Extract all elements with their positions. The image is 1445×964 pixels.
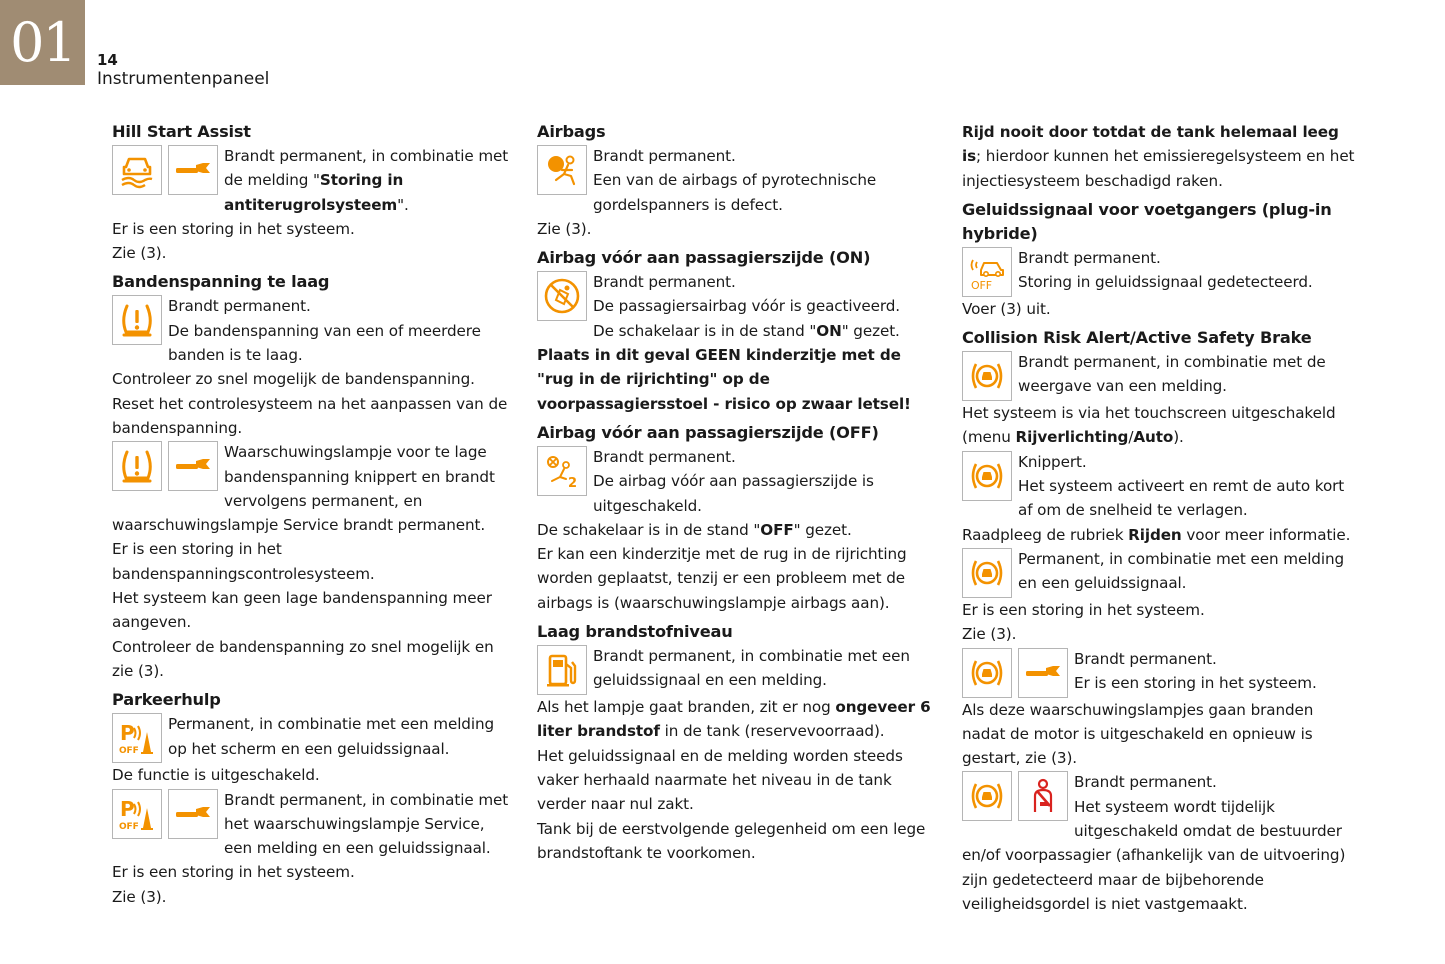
collision-text-e1: Brandt permanent. [1074, 773, 1217, 792]
low-fuel-text-2: Als het lampje gaat branden, zit er nog ongeveer 6 liter brandstof in de tank (reservevoorraad). [537, 698, 931, 741]
service-wrench-icon [168, 789, 218, 839]
airbag-on-text-3: De schakelaar is in de stand "ON" gezet. [593, 321, 900, 340]
airbag-on-heading: Airbag vóór aan passagierszijde (ON) [537, 248, 871, 268]
pedestrian-sound-off-icon [962, 247, 1012, 297]
svg-text:OFF: OFF [119, 821, 139, 832]
airbags-heading: Airbags [537, 122, 606, 141]
airbag-off-text-4: Er kan een kinderzitje met de rug in de rijrichting worden geplaatst, tenzij er een probleem met de airbags is (waarschuwingslampje airbags aan). [537, 545, 907, 612]
collision-text-a1: Brandt permanent, in combinatie met de weergave van een melding. [1018, 353, 1326, 396]
collision-text-a2: Het systeem is via het touchscreen uitgeschakeld (menu Rijverlichting/Auto). [962, 404, 1336, 447]
tyre-pressure-icon [112, 295, 162, 345]
tyre-text-a1: Brandt permanent. [168, 297, 311, 316]
service-wrench-icon [1018, 648, 1068, 698]
airbag-off-text-2: De airbag vóór aan passagierszijde is uitgeschakeld. [593, 472, 874, 515]
empty-tank-warning: Rijd nooit door totdat de tank helemaal leeg is; hierdoor kunnen het emissieregelsysteem en het injectiesysteem beschadigd raken. [962, 123, 1355, 190]
tyre-text-a4: Reset het controlesysteem na het aanpassen van de bandenspanning. [112, 394, 508, 437]
service-wrench-icon [168, 441, 218, 491]
parking-sensor-off-icon [112, 789, 162, 839]
low-fuel-text-3: Het geluidssignaal en de melding worden steeds vaker herhaald naarmate het niveau in de tank verder naar nul zakt. [537, 746, 903, 814]
parking-heading: Parkeerhulp [112, 690, 221, 710]
svg-text:P: P [120, 721, 135, 746]
collision-text-c1: Permanent, in combinatie met een melding en een geluidssignaal. [1018, 549, 1345, 593]
collision-alert-icon [962, 771, 1012, 821]
pedestrian-sound-text-1: Brandt permanent. [1018, 248, 1161, 267]
fuel-pump-icon [537, 645, 587, 695]
airbag-on-text-2: De passagiersairbag vóór is geactiveerd. [593, 297, 901, 316]
chapter-tab: 01 [0, 0, 85, 85]
parking-text-b3: Zie (3). [112, 887, 167, 906]
seatbelt-icon [1018, 771, 1068, 821]
collision-alert-icon [962, 351, 1012, 401]
low-fuel-text-1: Brandt permanent, in combinatie met een geluidssignaal en een melding. [593, 647, 910, 690]
airbag-icon [537, 145, 587, 195]
collision-text-d3: Als deze waarschuwingslampjes gaan branden nadat de motor is uitgeschakeld en opnieuw is gestart, zie (3). [962, 700, 1314, 768]
pedestrian-sound-heading: Geluidssignaal voor voetgangers (plug-in hybride) [962, 199, 1332, 243]
page-number: 14 [97, 51, 118, 69]
collision-text-e2: Het systeem wordt tijdelijk uitgeschakeld omdat de bestuurder en/of voorpassagier (afhankelijk van de uitvoering) zijn gedetecteerd maar de bijbehorende veiligheidsgordel is niet vastgemaakt. [962, 797, 1346, 913]
hill-start-ref: Zie (3). [112, 244, 167, 263]
parking-text-a2: De functie is uitgeschakeld. [112, 766, 320, 785]
airbag-off-text-1: Brandt permanent. [593, 447, 736, 466]
low-fuel-heading: Laag brandstofniveau [537, 622, 733, 642]
tyre-text-a2: De bandenspanning van een of meerdere banden is te laag. [168, 321, 481, 365]
hill-start-icon [112, 145, 162, 195]
collision-text-b1: Knippert. [1018, 452, 1087, 471]
column-3 [962, 120, 1360, 916]
airbags-text-3: Zie (3). [537, 219, 592, 238]
pedestrian-sound-text-2: Storing in geluidssignaal gedetecteerd. [1018, 273, 1313, 292]
section-title: Instrumentenpaneel [97, 69, 270, 89]
collision-alert-icon [962, 451, 1012, 501]
parking-text-b2: Er is een storing in het systeem. [112, 863, 355, 882]
tyre-pressure-heading: Bandenspanning te laag [112, 272, 330, 292]
tyre-text-b2: Er is een storing in het bandenspanningscontrolesysteem. [112, 540, 375, 583]
collision-heading: Collision Risk Alert/Active Safety Brake [962, 328, 1312, 348]
airbag-off-heading: Airbag vóór aan passagierszijde (OFF) [537, 422, 879, 442]
collision-text-c3: Zie (3). [962, 625, 1017, 644]
column-2 [537, 120, 932, 865]
tyre-pressure-icon [112, 441, 162, 491]
tyre-text-a3: Controleer zo snel mogelijk de bandenspanning. [112, 370, 475, 389]
tyre-text-b1: Waarschuwingslampje voor te lage bandenspanning knippert en brandt vervolgens permanent, en waarschuwingslampje Service brandt permanent. [112, 443, 495, 535]
off-label: OFF [971, 278, 993, 292]
airbags-text-2: Een van de airbags of pyrotechnische gordelspanners is defect. [593, 171, 877, 214]
collision-text-b2: Het systeem activeert en remt de auto kort af om de snelheid te verlagen. [1018, 477, 1345, 520]
hill-start-text: Brandt permanent, in combinatie met de melding "Storing in antiterugrolsysteem". [224, 147, 509, 214]
hill-start-fault: Er is een storing in het systeem. [112, 219, 355, 238]
service-wrench-icon [168, 145, 218, 195]
pedestrian-sound-text-3: Voer (3) uit. [962, 299, 1051, 318]
airbag-on-text-1: Brandt permanent. [593, 273, 736, 292]
collision-text-d1: Brandt permanent. [1074, 649, 1217, 668]
airbags-text-1: Brandt permanent. [593, 147, 736, 165]
tyre-text-b3: Het systeem kan geen lage bandenspanning meer aangeven. [112, 589, 492, 632]
collision-alert-icon [962, 548, 1012, 598]
passenger-airbag-off-icon [537, 446, 587, 496]
collision-text-b3: Raadpleeg de rubriek Rijden voor meer informatie. [962, 525, 1351, 544]
column-1 [112, 120, 510, 909]
svg-text:OFF: OFF [119, 746, 139, 757]
child-seat-prohibited-icon [537, 271, 587, 321]
parking-text-b1: Brandt permanent, in combinatie met het waarschuwingslampje Service, een melding en een geluidssignaal. [224, 790, 509, 858]
hill-start-heading: Hill Start Assist [112, 122, 251, 141]
collision-alert-icon [962, 648, 1012, 698]
airbag-off-text-3: De schakelaar is in de stand "OFF" gezet. [537, 520, 852, 539]
parking-sensor-off-icon [112, 713, 162, 763]
svg-text:P: P [120, 796, 135, 821]
tyre-text-b4: Controleer de bandenspanning zo snel mogelijk en zie (3). [112, 637, 494, 680]
svg-text:2: 2 [568, 475, 577, 491]
airbag-on-warning: Plaats in dit geval GEEN kinderzitje met de "rug in de rijrichting" op de voorpassagiersstoel - risico op zwaar letsel! [537, 346, 911, 413]
collision-text-c2: Er is een storing in het systeem. [962, 600, 1205, 619]
collision-text-d2: Er is een storing in het systeem. [1074, 673, 1317, 692]
low-fuel-text-4: Tank bij de eerstvolgende gelegenheid om een lege brandstoftank te voorkomen. [537, 819, 926, 862]
parking-text-a1: Permanent, in combinatie met een melding op het scherm en een geluidssignaal. [168, 715, 495, 758]
